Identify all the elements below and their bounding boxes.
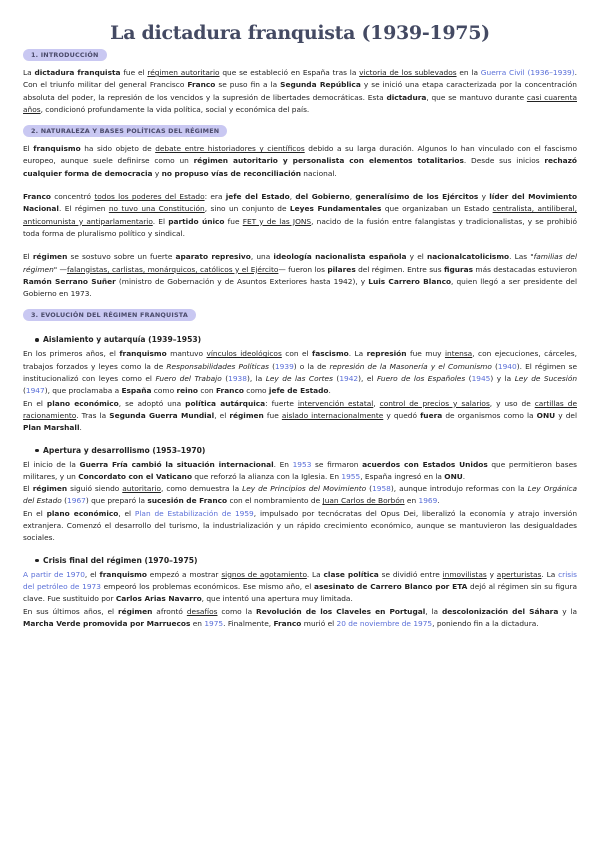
section-heading-evolucion: 3. EVOLUCIÓN DEL RÉGIMEN FRANQUISTA	[23, 309, 196, 321]
page-title: La dictadura franquista (1939-1975)	[110, 22, 490, 44]
paragraph-naturaleza-3: El régimen se sostuvo sobre un fuerte aparato represivo, una ideología nacionalista española y el nacionalcatolicismo. Las "familias del régimen" —falangistas, carlistas, monárquicos, católicos y el Ejército— fueron los pilares del régimen. Entre sus figuras más destacadas estuvieron Ramón Serrano Suñer (ministro de Gobernación y de Asuntos Exteriores hasta 1942), y Luis Carrero Blanco, quien llegó a ser presidente del Gobierno en 1973.	[23, 252, 578, 299]
paragraph-apertura-2: El régimen siguió siendo autoritario, como demuestra la Ley de Principios del Movimiento (1958), aunque introdujo reformas con la Ley Orgánica del Estado (1967) que preparó la sucesión de Franco con el nombramiento de Juan Carlos de Borbón en 1969.	[23, 484, 577, 506]
paragraph-apertura-1: El inicio de la Guerra Fría cambió la situación internacional. En 1953 se firmaron acuerdos con Estados Unidos que permitieron bases militares, y un Concordato con el Vaticano que reforzó la alianza con la Iglesia. En 1955, España ingresó en la ONU.	[23, 459, 577, 481]
paragraph-crisis-2: En sus últimos años, el régimen afrontó desafíos como la Revolución de los Claveles en Portugal, la descolonización del Sáhara y la Marcha Verde promovida por Marruecos en 1975. Finalmente, Franco murió el 20 de noviembre de 1975, poniendo fin a la dictadura.	[23, 606, 578, 628]
paragraph-intro: La dictadura franquista fue el régimen autoritario que se estableció en España tras la victoria de los sublevados en la Guerra Civil (1936–1939). Con el triunfo militar del general Francisco Franco se puso fin a la Segunda República y se inició una etapa caracterizada por la concentración absoluta del poder, la represión de los vencidos y la supresión de libertades democráticas. Esta dictadura, que se mantuvo durante casi cuarenta años, condicionó profundamente la vida política, social y económica del país.	[23, 68, 577, 114]
section-heading-introduccion: 1. INTRODUCCIÓN	[23, 49, 107, 61]
paragraph-naturaleza-2: Franco concentró todos los poderes del Estado: era jefe del Estado, del Gobierno, generalísimo de los Ejércitos y líder del Movimiento Nacional. El régimen no tuvo una Constitución, sino un conjunto de Leyes Fundamentales que organizaban un Estado centralista, antiliberal, anticomunista y antiparlamentario. El partido único fue FET y de las JONS, nacido de la fusión entre falangistas y tradicionalistas, y se prohibió toda forma de pluralismo político y sindical.	[23, 192, 578, 238]
subsection-apertura: Apertura y desarrollismo (1953–1970)	[35, 445, 577, 457]
subsection-crisis: Crisis final del régimen (1970–1975)	[35, 555, 577, 567]
section-heading-naturaleza: 2. NATURALEZA Y BASES POLÍTICAS DEL RÉGIMEN	[23, 125, 227, 137]
paragraph-naturaleza-1: El franquismo ha sido objeto de debate entre historiadores y científicos debido a su larga duración. Algunos lo han vinculado con el fascismo europeo, aunque suele definirse como un régimen autoritario y personalista con elementos totalitarios. Desde sus inicios rechazó cualquier forma de democracia y no propuso vías de reconciliación nacional.	[23, 144, 578, 178]
subsection-aislamiento: Aislamiento y autarquía (1939–1953)	[35, 334, 577, 346]
paragraph-apertura-3: En el plano económico, el Plan de Estabilización de 1959, impulsado por tecnócratas del Opus Dei, liberalizó la economía y atrajo inversión extranjera. Comenzó el desarrollo del turismo, la industrialización y un rápido crecimiento económico, aunque se mantuvieron las desigualdades sociales.	[23, 508, 577, 543]
paragraph-aislamiento-1: En los primeros años, el franquismo mantuvo vínculos ideológicos con el fascismo. La represión fue muy intensa, con ejecuciones, cárceles, trabajos forzados y leyes como la de Responsabilidades Políticas (1939) o la de represión de la Masonería y el Comunismo (1940). El régimen se institucionalizó con leyes como el Fuero del Trabajo (1938), la Ley de las Cortes (1942), el Fuero de los Españoles (1945) y la Ley de Sucesión (1947), que proclamaba a España como reino con Franco como jefe de Estado.	[23, 349, 578, 396]
paragraph-crisis-1: A partir de 1970, el franquismo empezó a mostrar signos de agotamiento. La clase política se dividió entre inmovilistas y aperturistas. La crisis del petróleo de 1973 empeoró los problemas económicos. Ese mismo año, el asesinato de Carrero Blanco por ETA dejó al régimen sin su figura clave. Fue sustituido por Carlos Arias Navarro, que intentó una apertura muy limitada.	[23, 569, 578, 604]
paragraph-aislamiento-2: En el plano económico, se adoptó una política autárquica: fuerte intervención estatal, control de precios y salarios, y uso de cartillas de racionamiento. Tras la Segunda Guerra Mundial, el régimen fue aislado internacionalmente y quedó fuera de organismos como la ONU y del Plan Marshall.	[23, 398, 578, 433]
